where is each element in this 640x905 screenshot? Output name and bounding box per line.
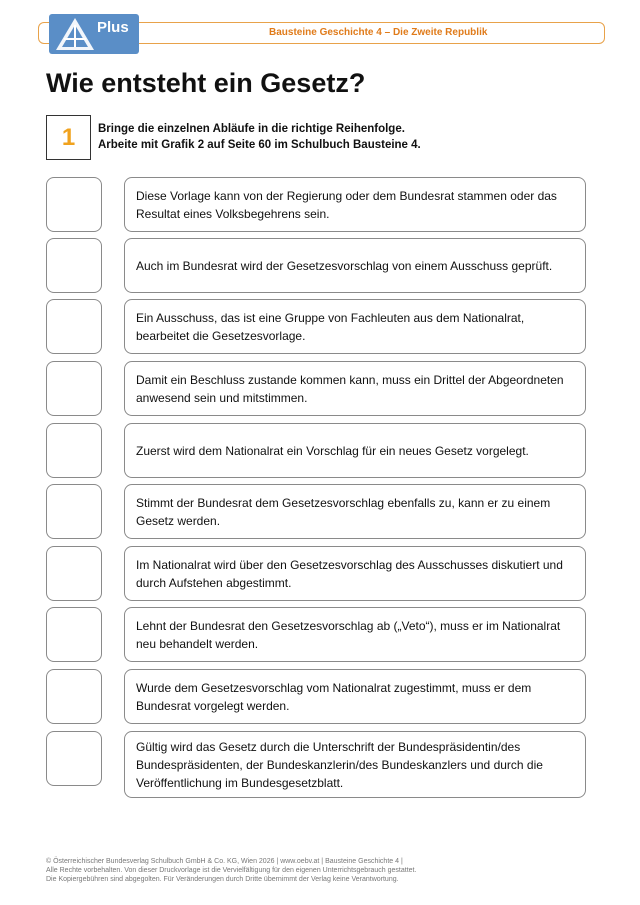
step-card <box>124 299 586 354</box>
answer-box[interactable] <box>46 299 102 354</box>
footer-line: Alle Rechte vorbehalten. Von dieser Druckvorlage ist die Vervielfältigung für den eigenen Unterrichtsgebrauch gestattet. <box>46 867 417 874</box>
answer-box[interactable] <box>46 607 102 662</box>
logo-text: Plus <box>97 19 129 36</box>
step-text: Zuerst wird dem Nationalrat ein Vorschlag für ein neues Gesetz vorgelegt. <box>136 443 529 458</box>
footer-line: © Österreichischer Bundesverlag Schulbuch GmbH & Co. KG, Wien 2026 | www.oebv.at | Bausteine Geschichte 4 | <box>46 858 403 865</box>
task-number-box <box>46 115 91 160</box>
publisher-logo <box>49 14 139 54</box>
answer-box[interactable] <box>46 238 102 293</box>
answer-box[interactable] <box>46 484 102 539</box>
triangle-logo-icon <box>55 17 95 51</box>
task-instructions <box>98 121 421 153</box>
answer-box[interactable] <box>46 177 102 232</box>
step-card <box>124 361 586 416</box>
step-text: Stimmt der Bundesrat dem Gesetzesvorschlag ebenfalls zu, kann er zu einem Gesetz werden. <box>136 495 551 528</box>
series-title: Bausteine Geschichte 4 – Die Zweite Republik <box>269 27 488 38</box>
step-text: Wurde dem Gesetzesvorschlag vom Nationalrat zugestimmt, muss er dem Bundesrat vorgelegt werden. <box>136 680 532 713</box>
step-text: Auch im Bundesrat wird der Gesetzesvorschlag von einem Ausschuss geprüft. <box>136 258 553 273</box>
step-card <box>124 423 586 478</box>
step-text: Damit ein Beschluss zustande kommen kann, muss ein Drittel der Abgeordneten anwesend sein und mitstimmen. <box>136 372 564 405</box>
step-text: Gültig wird das Gesetz durch die Unterschrift der Bundespräsidentin/des Bundespräsidenten, der Bundeskanzlerin/des Bundeskanzlers und durch die Veröffentlichung im Bundesgesetzblatt. <box>136 739 543 790</box>
step-card <box>124 484 586 539</box>
page-title: Wie entsteht ein Gesetz? <box>46 68 366 98</box>
footer <box>46 857 606 884</box>
task-number: 1 <box>61 123 76 151</box>
step-card <box>124 669 586 724</box>
step-card <box>124 607 586 662</box>
step-text: Ein Ausschuss, das ist eine Gruppe von Fachleuten aus dem Nationalrat, bearbeitet die Gesetzesvorlage. <box>136 310 525 343</box>
step-card <box>124 238 586 293</box>
instruction-line: Arbeite mit Grafik 2 auf Seite 60 im Schulbuch Bausteine 4. <box>98 139 421 151</box>
instruction-line: Bringe die einzelnen Abläufe in die richtige Reihenfolge. <box>98 123 405 135</box>
answer-box[interactable] <box>46 423 102 478</box>
answer-box[interactable] <box>46 546 102 601</box>
step-card <box>124 546 586 601</box>
answer-box[interactable] <box>46 361 102 416</box>
step-text: Im Nationalrat wird über den Gesetzesvorschlag des Ausschusses diskutiert und durch Aufstehen abgestimmt. <box>136 557 563 590</box>
step-card <box>124 177 586 232</box>
step-text: Diese Vorlage kann von der Regierung oder dem Bundesrat stammen oder das Resultat eines Volksbegehrens sein. <box>136 188 557 221</box>
step-card <box>124 731 586 798</box>
answer-box[interactable] <box>46 669 102 724</box>
step-text: Lehnt der Bundesrat den Gesetzesvorschlag ab („Veto“), muss er im Nationalrat neu behandelt werden. <box>136 618 561 651</box>
footer-line: Die Kopiergebühren sind abgegolten. Für Veränderungen durch Dritte übernimmt der Verlag keine Verantwortung. <box>46 876 399 883</box>
answer-box[interactable] <box>46 731 102 786</box>
